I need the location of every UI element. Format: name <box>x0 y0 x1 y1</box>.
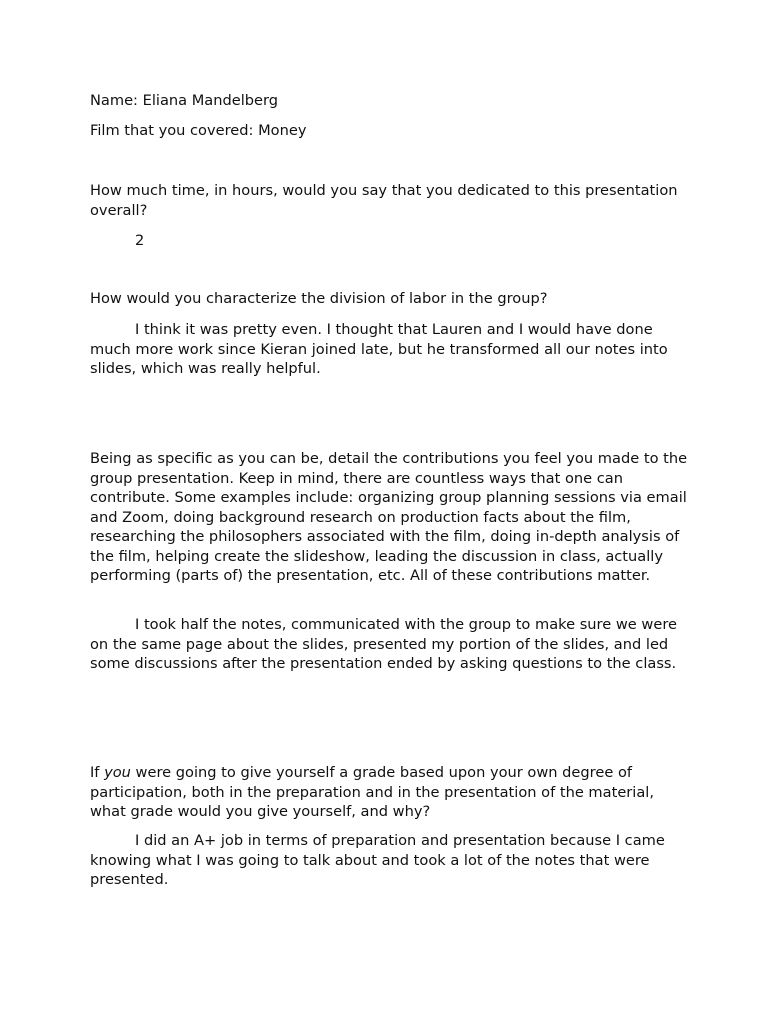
answer-self-grade: I did an A+ job in terms of preparation and presentation because I came knowing what I was going to talk about and took a lot of the notes that were presented. <box>90 832 665 888</box>
film-line: Film that you covered: Money <box>90 122 307 139</box>
question-self-grade-suffix: were going to give yourself a grade based upon your own degree of participation, both in the preparation and in the presentation of the material, what grade would you give yourself, and why? <box>90 764 654 820</box>
question-self-grade-emphasis: you <box>104 764 131 781</box>
question-self-grade <box>90 763 690 822</box>
answer-division-of-labor: I think it was pretty even. I thought that Lauren and I would have done much more work since Kieran joined late, but he transformed all our notes into slides, which was really helpful. <box>90 321 668 377</box>
name-line: Name: Eliana Mandelberg <box>90 92 279 109</box>
answer-time-spent: 2 <box>135 232 145 249</box>
answer-contributions: I took half the notes, communicated with the group to make sure we were on the same page about the slides, presented my portion of the slides, and led some discussions after the presentation ended by asking questions to the class. <box>90 616 677 672</box>
question-contributions: Being as specific as you can be, detail the contributions you feel you made to the group presentation. Keep in mind, there are countless ways that one can contribute. Some examples include: organizing group planning sessions via email and Zoom, doing background research on production facts about the film, researching the philosophers associated with the film, doing in-depth analysis of the film, helping create the slideshow, leading the discussion in class, actually performing (parts of) the presentation, etc. All of these contributions matter. <box>90 450 688 584</box>
question-self-grade-prefix: If <box>90 764 105 781</box>
question-time-spent: How much time, in hours, would you say that you dedicated to this presentation overall? <box>90 182 678 219</box>
question-division-of-labor: How would you characterize the division of labor in the group? <box>90 290 548 307</box>
